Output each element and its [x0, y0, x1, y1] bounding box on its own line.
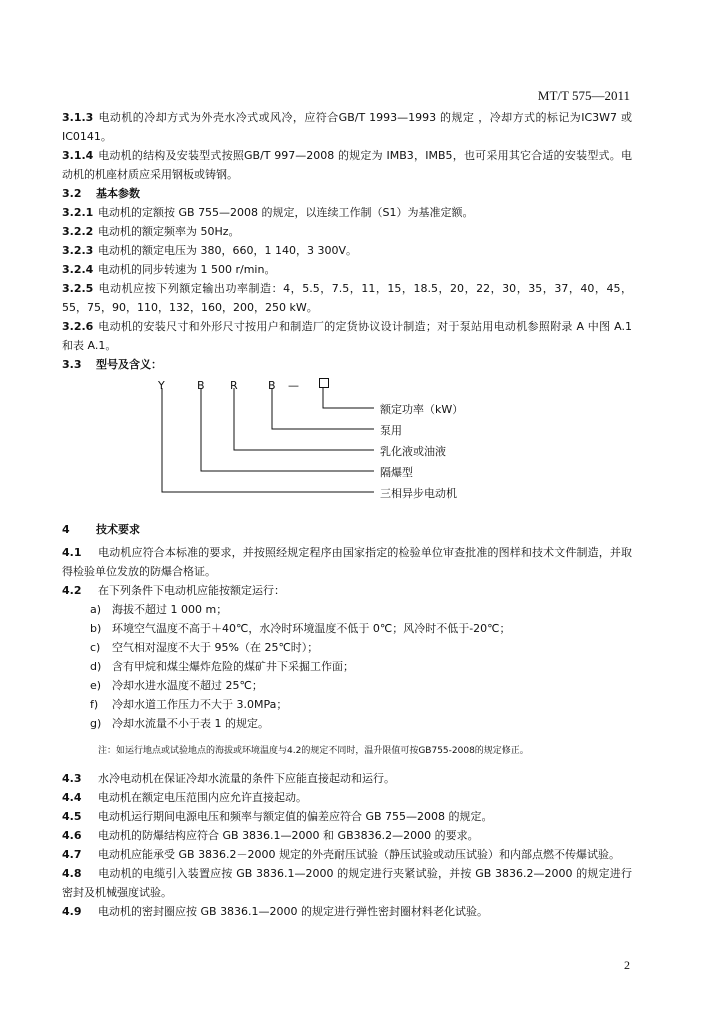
- clause-text: 水冷电动机在保证冷却水流量的条件下应能直接起动和运行。: [98, 772, 395, 785]
- clause-number: 3.1.3: [62, 111, 94, 124]
- clause-3-2-5: [62, 279, 632, 317]
- item-label: e): [90, 679, 102, 692]
- clause-3-2-4: [62, 260, 632, 279]
- clause-3-1-3: [62, 108, 632, 146]
- clause-text: 电动机应按下列额定输出功率制造：4，5.5，7.5，11，15，18.5，20，22，30，35，37，40，45，55，75，90，110，132，160，200，250 kW。: [62, 282, 632, 314]
- clause-text: 电动机的定额按 GB 755—2008 的规定，以连续工作制（S1）为基准定额。: [98, 206, 474, 219]
- clause-4-5: [62, 807, 632, 826]
- clause-number: 3.2.2: [62, 225, 94, 238]
- operating-conditions-list: [62, 600, 632, 733]
- clause-text: 电动机在额定电压范围内应允许直接起动。: [98, 791, 307, 804]
- label-explosion-proof: 隔爆型: [380, 466, 413, 479]
- clause-4-7: [62, 845, 632, 864]
- clause-4-2: [62, 581, 632, 600]
- clause-text: 电动机的防爆结构应符合 GB 3836.1—2000 和 GB3836.2—2000 的要求。: [98, 829, 479, 842]
- section-4-heading: [62, 520, 632, 539]
- label-emulsion-oil: 乳化液或油液: [380, 445, 446, 458]
- clause-number: 4.2: [62, 584, 82, 597]
- diagram-connector-lines: [62, 376, 622, 508]
- clause-4-8: [62, 864, 632, 902]
- clause-3-2-2: [62, 222, 632, 241]
- list-item: [90, 600, 632, 619]
- model-designation-diagram: [62, 376, 632, 508]
- section-number: 3.2: [62, 187, 82, 200]
- list-item: [90, 714, 632, 733]
- list-item: [90, 619, 632, 638]
- clause-number: 3.2.6: [62, 320, 94, 333]
- item-text: 空气相对湿度不大于 95%（在 25℃时）；: [112, 641, 319, 654]
- item-text: 冷却水进水温度不超过 25℃；: [112, 679, 263, 692]
- clause-number: 4.6: [62, 829, 82, 842]
- list-item: [90, 638, 632, 657]
- clause-4-4: [62, 788, 632, 807]
- clause-text: 电动机的安装尺寸和外形尺寸按用户和制造厂的定货协议设计制造；对于泵站用电动机参照附录 A 中图 A.1 和表 A.1。: [62, 320, 632, 352]
- clause-number: 4.3: [62, 772, 82, 785]
- clause-number: 4.1: [62, 546, 82, 559]
- section-number: 4: [62, 523, 70, 536]
- item-text: 冷却水流量不小于表 1 的规定。: [112, 717, 269, 730]
- model-dash: —: [288, 379, 299, 392]
- clause-text: 电动机的冷却方式为外壳水冷式或风冷，应符合GB/T 1993—1993 的规定 ，冷却方式的标记为IC3W7 或 IC0141。: [62, 111, 632, 143]
- model-letter-b1: B: [197, 379, 205, 392]
- clause-text: 电动机的额定电压为 380，660，1 140，3 300V。: [98, 244, 357, 257]
- clause-number: 3.2.3: [62, 244, 94, 257]
- item-text: 环境空气温度不高于＋40℃，水冷时环境温度不低于 0℃；风冷时不低于-20℃；: [112, 622, 511, 635]
- note: 注：如运行地点或试验地点的海拔或环境温度与4.2的规定不同时，温升限值可按GB755-2008的规定修正。: [98, 746, 529, 756]
- label-rated-power: 额定功率（kW）: [380, 403, 464, 416]
- model-letter-r: R: [230, 379, 238, 392]
- item-label: a): [90, 603, 102, 616]
- page-number: 2: [624, 958, 630, 972]
- list-item: [90, 676, 632, 695]
- clause-3-1-4: [62, 146, 632, 184]
- connector-power: [323, 388, 374, 408]
- clause-text: 在下列条件下电动机应能按额定运行：: [98, 584, 285, 597]
- model-letter-y: Y: [158, 379, 165, 392]
- clause-text: 电动机的密封圈应按 GB 3836.1—2000 的规定进行弹性密封圈材料老化试验。: [98, 905, 489, 918]
- clause-number: 4.5: [62, 810, 82, 823]
- item-label: b): [90, 622, 102, 635]
- clause-3-2-1: [62, 203, 632, 222]
- clause-number: 4.8: [62, 867, 82, 880]
- clause-3-2-6: [62, 317, 632, 355]
- item-label: f): [90, 698, 99, 711]
- power-placeholder-box: [319, 378, 329, 388]
- clause-number: 3.1.4: [62, 149, 94, 162]
- item-text: 海拔不超过 1 000 m；: [112, 603, 228, 616]
- model-letter-b2: B: [268, 379, 276, 392]
- clause-text: 电动机的电缆引入装置应按 GB 3836.1—2000 的规定进行夹紧试验，并按 GB 3836.2—2000 的规定进行密封及机械强度试验。: [62, 867, 632, 899]
- clause-4-6: [62, 826, 632, 845]
- item-label: c): [90, 641, 101, 654]
- connector-fluid: [234, 388, 374, 450]
- clause-text: 电动机运行期间电源电压和频率与额定值的偏差应符合 GB 755—2008 的规定。: [98, 810, 493, 823]
- label-pump-use: 泵用: [380, 424, 402, 437]
- list-item: [90, 695, 632, 714]
- clause-text: 电动机的额定频率为 50Hz。: [98, 225, 240, 238]
- section-title: 技术要求: [96, 523, 140, 536]
- clause-number: 3.2.1: [62, 206, 94, 219]
- clause-4-9: [62, 902, 632, 921]
- clause-text: 电动机应能承受 GB 3836.2－2000 规定的外壳耐压试验（静压试验或动压试验）和内部点燃不传爆试验。: [98, 848, 621, 861]
- section-3-2-heading: [62, 184, 632, 203]
- connector-motor: [162, 388, 374, 492]
- standard-code: MT/T 575—2011: [537, 88, 630, 103]
- clause-text: 电动机应符合本标准的要求，并按照经规定程序由国家指定的检验单位审查批准的图样和技术文件制造，并取得检验单位发放的防爆合格证。: [62, 546, 632, 578]
- section-number: 3.3: [62, 358, 82, 371]
- clause-4-1: [62, 543, 632, 581]
- section-3-3-heading: [62, 355, 632, 374]
- clause-4-3: [62, 769, 632, 788]
- clause-number: 4.7: [62, 848, 82, 861]
- item-label: g): [90, 717, 102, 730]
- clause-text: 电动机的结构及安装型式按照GB/T 997—2008 的规定为 IMB3，IMB5，也可采用其它合适的安装型式。电动机的机座材质应采用钢板或铸钢。: [62, 149, 632, 181]
- item-text: 冷却水道工作压力不大于 3.0MPa；: [112, 698, 288, 711]
- clause-number: 4.4: [62, 791, 82, 804]
- clause-number: 4.9: [62, 905, 82, 918]
- clause-number: 3.2.5: [62, 282, 94, 295]
- label-three-phase-motor: 三相异步电动机: [380, 487, 457, 500]
- clause-text: 电动机的同步转速为 1 500 r/min。: [98, 263, 276, 276]
- section-title: 基本参数: [96, 187, 140, 200]
- page-content: [62, 108, 632, 921]
- clause-number: 3.2.4: [62, 263, 94, 276]
- list-item: [90, 657, 632, 676]
- section-title: 型号及含义：: [96, 358, 162, 371]
- item-label: d): [90, 660, 102, 673]
- clause-3-2-3: [62, 241, 632, 260]
- item-text: 含有甲烷和煤尘爆炸危险的煤矿井下采掘工作面；: [112, 660, 354, 673]
